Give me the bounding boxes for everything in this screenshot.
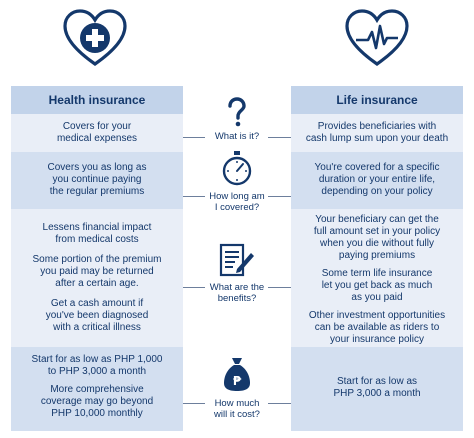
document-pen-icon (219, 243, 255, 279)
health-insurance-header (11, 86, 183, 114)
text-line: Start for as low as PHP 1,000 (31, 354, 163, 365)
text-line: Covers you as long as (47, 162, 147, 173)
question-line: What is it? (214, 131, 260, 142)
health-benefits-text (11, 222, 183, 334)
text-line: More comprehensive (50, 384, 144, 395)
heart-plus-icon (62, 8, 128, 68)
life-cost-text (291, 376, 463, 400)
text-line: with a critical illness (53, 322, 141, 333)
text-line: Covers for your (62, 121, 132, 132)
text-line: Some term life insurance (321, 268, 433, 279)
heart-pulse-icon (344, 8, 410, 68)
text-line: Other investment opportunities (308, 310, 446, 321)
life-benefits-text (291, 214, 463, 346)
text-line: when you die without fully (320, 238, 434, 249)
question-how-long (200, 191, 274, 213)
text-line: Get a cash amount if (50, 298, 144, 309)
text-line: depending on your policy (321, 186, 433, 197)
text-line: your insurance policy (330, 334, 424, 345)
text-line: you paid may be returned (40, 266, 154, 277)
text-line: PHP 3,000 a month (333, 388, 421, 399)
text-line: paying premiums (338, 250, 416, 261)
health-insurance-title: Health insurance (48, 93, 146, 107)
text-line: coverage may go beyond (40, 396, 154, 407)
text-line: Lessens financial impact (42, 222, 152, 233)
money-bag-peso-icon (222, 356, 252, 392)
life-what-text (291, 121, 463, 145)
question-benefits (200, 282, 274, 304)
text-line: can be available as riders to (314, 322, 440, 333)
text-line: to PHP 3,000 a month (47, 366, 147, 377)
text-line: You're covered for a specific (314, 162, 440, 173)
text-line: PHP 10,000 monthly (51, 408, 143, 419)
text-line: Start for as low as (336, 376, 418, 387)
text-line: let you get back as much (321, 280, 433, 291)
text-line: as you paid (351, 292, 403, 303)
text-line: the regular premiums (49, 186, 145, 197)
stopwatch-icon (222, 150, 252, 188)
text-line: you continue paying (52, 174, 142, 185)
health-cost-text (11, 354, 183, 420)
question-line: How much (214, 398, 260, 409)
question-line: What are the (209, 282, 265, 293)
life-insurance-title: Life insurance (336, 93, 418, 107)
question-line: I covered? (214, 202, 260, 213)
question-cost (200, 398, 274, 420)
question-line: will it cost? (214, 409, 260, 420)
question-line: benefits? (217, 293, 257, 304)
text-line: full amount set in your policy (313, 226, 441, 237)
text-line: Your beneficiary can get the (315, 214, 439, 225)
life-howlong-text (291, 162, 463, 198)
text-line: medical expenses (56, 133, 138, 144)
health-what-text (11, 121, 183, 145)
text-line: you've been diagnosed (45, 310, 149, 321)
question-what (200, 131, 274, 142)
health-howlong-text (11, 162, 183, 198)
question-mark-icon (226, 98, 248, 128)
peso-symbol: ₱ (232, 374, 242, 388)
question-line: How long am (209, 191, 265, 202)
text-line: Provides beneficiaries with (317, 121, 437, 132)
text-line: cash lump sum upon your death (305, 133, 449, 144)
text-line: from medical costs (55, 234, 139, 245)
life-insurance-header (291, 86, 463, 114)
text-line: Some portion of the premium (32, 254, 162, 265)
text-line: duration or your entire life, (318, 174, 436, 185)
text-line: after a certain age. (55, 278, 139, 289)
